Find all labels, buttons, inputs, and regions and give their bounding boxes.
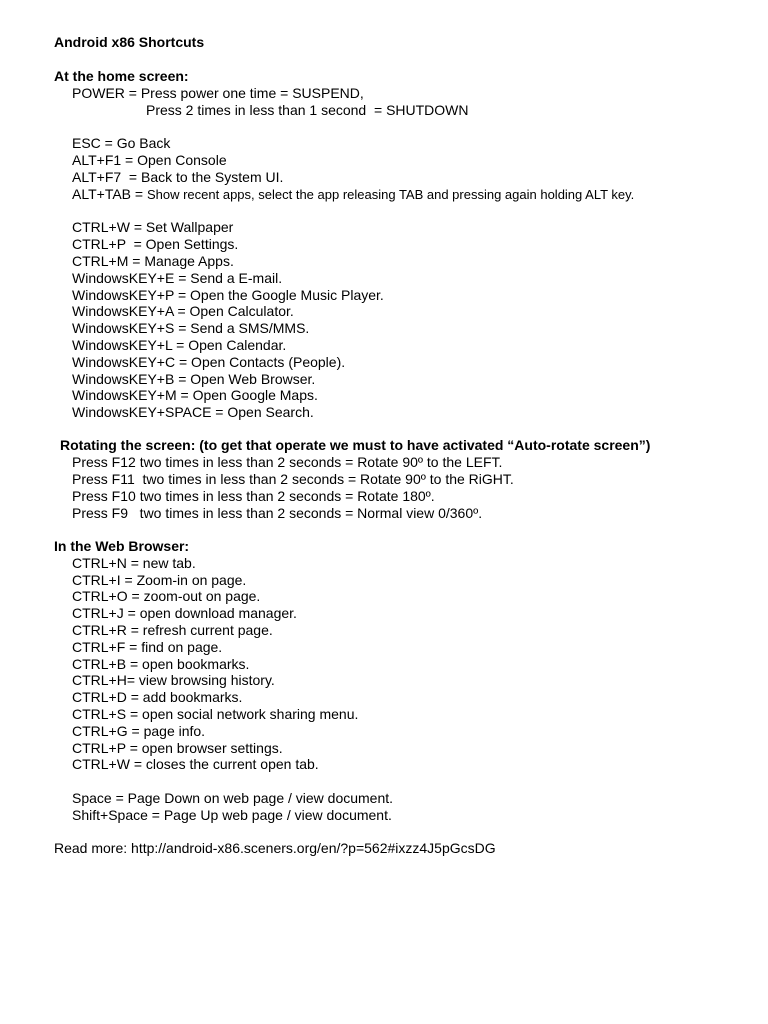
shortcut-line: WindowsKEY+S = Send a SMS/MMS.: [72, 320, 310, 336]
browser-line: CTRL+O = zoom-out on page.: [72, 588, 261, 604]
shortcut-line: WindowsKEY+E = Send a E-mail.: [72, 270, 283, 286]
browser-line: CTRL+B = open bookmarks.: [72, 656, 250, 672]
space-line: Space = Page Down on web page / view document.: [72, 790, 394, 806]
shift-space-line: Shift+Space = Page Up web page / view document.: [72, 807, 392, 823]
browser-line: CTRL+R = refresh current page.: [72, 622, 273, 638]
document-title: Android x86 Shortcuts: [54, 34, 205, 50]
browser-line: CTRL+H= view browsing history.: [72, 672, 275, 688]
shortcut-line: WindowsKEY+C = Open Contacts (People).: [72, 354, 346, 370]
shortcut-line: CTRL+W = Set Wallpaper: [72, 219, 234, 235]
shortcut-line: CTRL+P = Open Settings.: [72, 236, 239, 252]
esc-line: ESC = Go Back: [72, 135, 171, 151]
power-line: POWER = Press power one time = SUSPEND,: [72, 85, 364, 101]
alt-f7-line: ALT+F7 = Back to the System UI.: [72, 169, 284, 185]
browser-line: CTRL+J = open download manager.: [72, 605, 297, 621]
browser-line: CTRL+W = closes the current open tab.: [72, 756, 319, 772]
shortcut-line: WindowsKEY+SPACE = Open Search.: [72, 404, 314, 420]
power-line-2: Press 2 times in less than 1 second = SHUTDOWN: [146, 102, 469, 118]
alt-tab-line: [72, 186, 634, 203]
browser-line: CTRL+D = add bookmarks.: [72, 689, 243, 705]
browser-line: CTRL+N = new tab.: [72, 555, 196, 571]
browser-heading: In the Web Browser:: [54, 538, 190, 554]
browser-line: CTRL+P = open browser settings.: [72, 740, 283, 756]
alt-tab-desc: Show recent apps, select the app releasing TAB and pressing again holding ALT key.: [146, 187, 635, 202]
alt-tab-key: ALT+TAB =: [72, 186, 147, 202]
rotate-line: Press F11 two times in less than 2 seconds = Rotate 90º to the RiGHT.: [72, 471, 514, 487]
rotate-line: Press F10 two times in less than 2 seconds = Rotate 180º.: [72, 488, 435, 504]
rotating-heading: Rotating the screen: (to get that operate we must to have activated “Auto-rotate screen”): [60, 437, 651, 453]
browser-line: CTRL+F = find on page.: [72, 639, 223, 655]
browser-line: CTRL+G = page info.: [72, 723, 206, 739]
home-screen-heading: At the home screen:: [54, 68, 189, 84]
shortcut-line: WindowsKEY+L = Open Calendar.: [72, 337, 287, 353]
browser-line: CTRL+S = open social network sharing menu.: [72, 706, 359, 722]
alt-f1-line: ALT+F1 = Open Console: [72, 152, 227, 168]
shortcut-line: CTRL+M = Manage Apps.: [72, 253, 234, 269]
shortcut-line: WindowsKEY+A = Open Calculator.: [72, 303, 294, 319]
shortcut-line: WindowsKEY+M = Open Google Maps.: [72, 387, 318, 403]
read-more-link[interactable]: Read more: http://android-x86.sceners.org/en/?p=562#ixzz4J5pGcsDG: [54, 840, 496, 856]
rotate-line: Press F9 two times in less than 2 seconds = Normal view 0/360º.: [72, 505, 483, 521]
browser-line: CTRL+I = Zoom-in on page.: [72, 572, 247, 588]
shortcut-line: WindowsKEY+P = Open the Google Music Player.: [72, 287, 384, 303]
shortcut-line: WindowsKEY+B = Open Web Browser.: [72, 371, 316, 387]
rotate-line: Press F12 two times in less than 2 seconds = Rotate 90º to the LEFT.: [72, 454, 503, 470]
